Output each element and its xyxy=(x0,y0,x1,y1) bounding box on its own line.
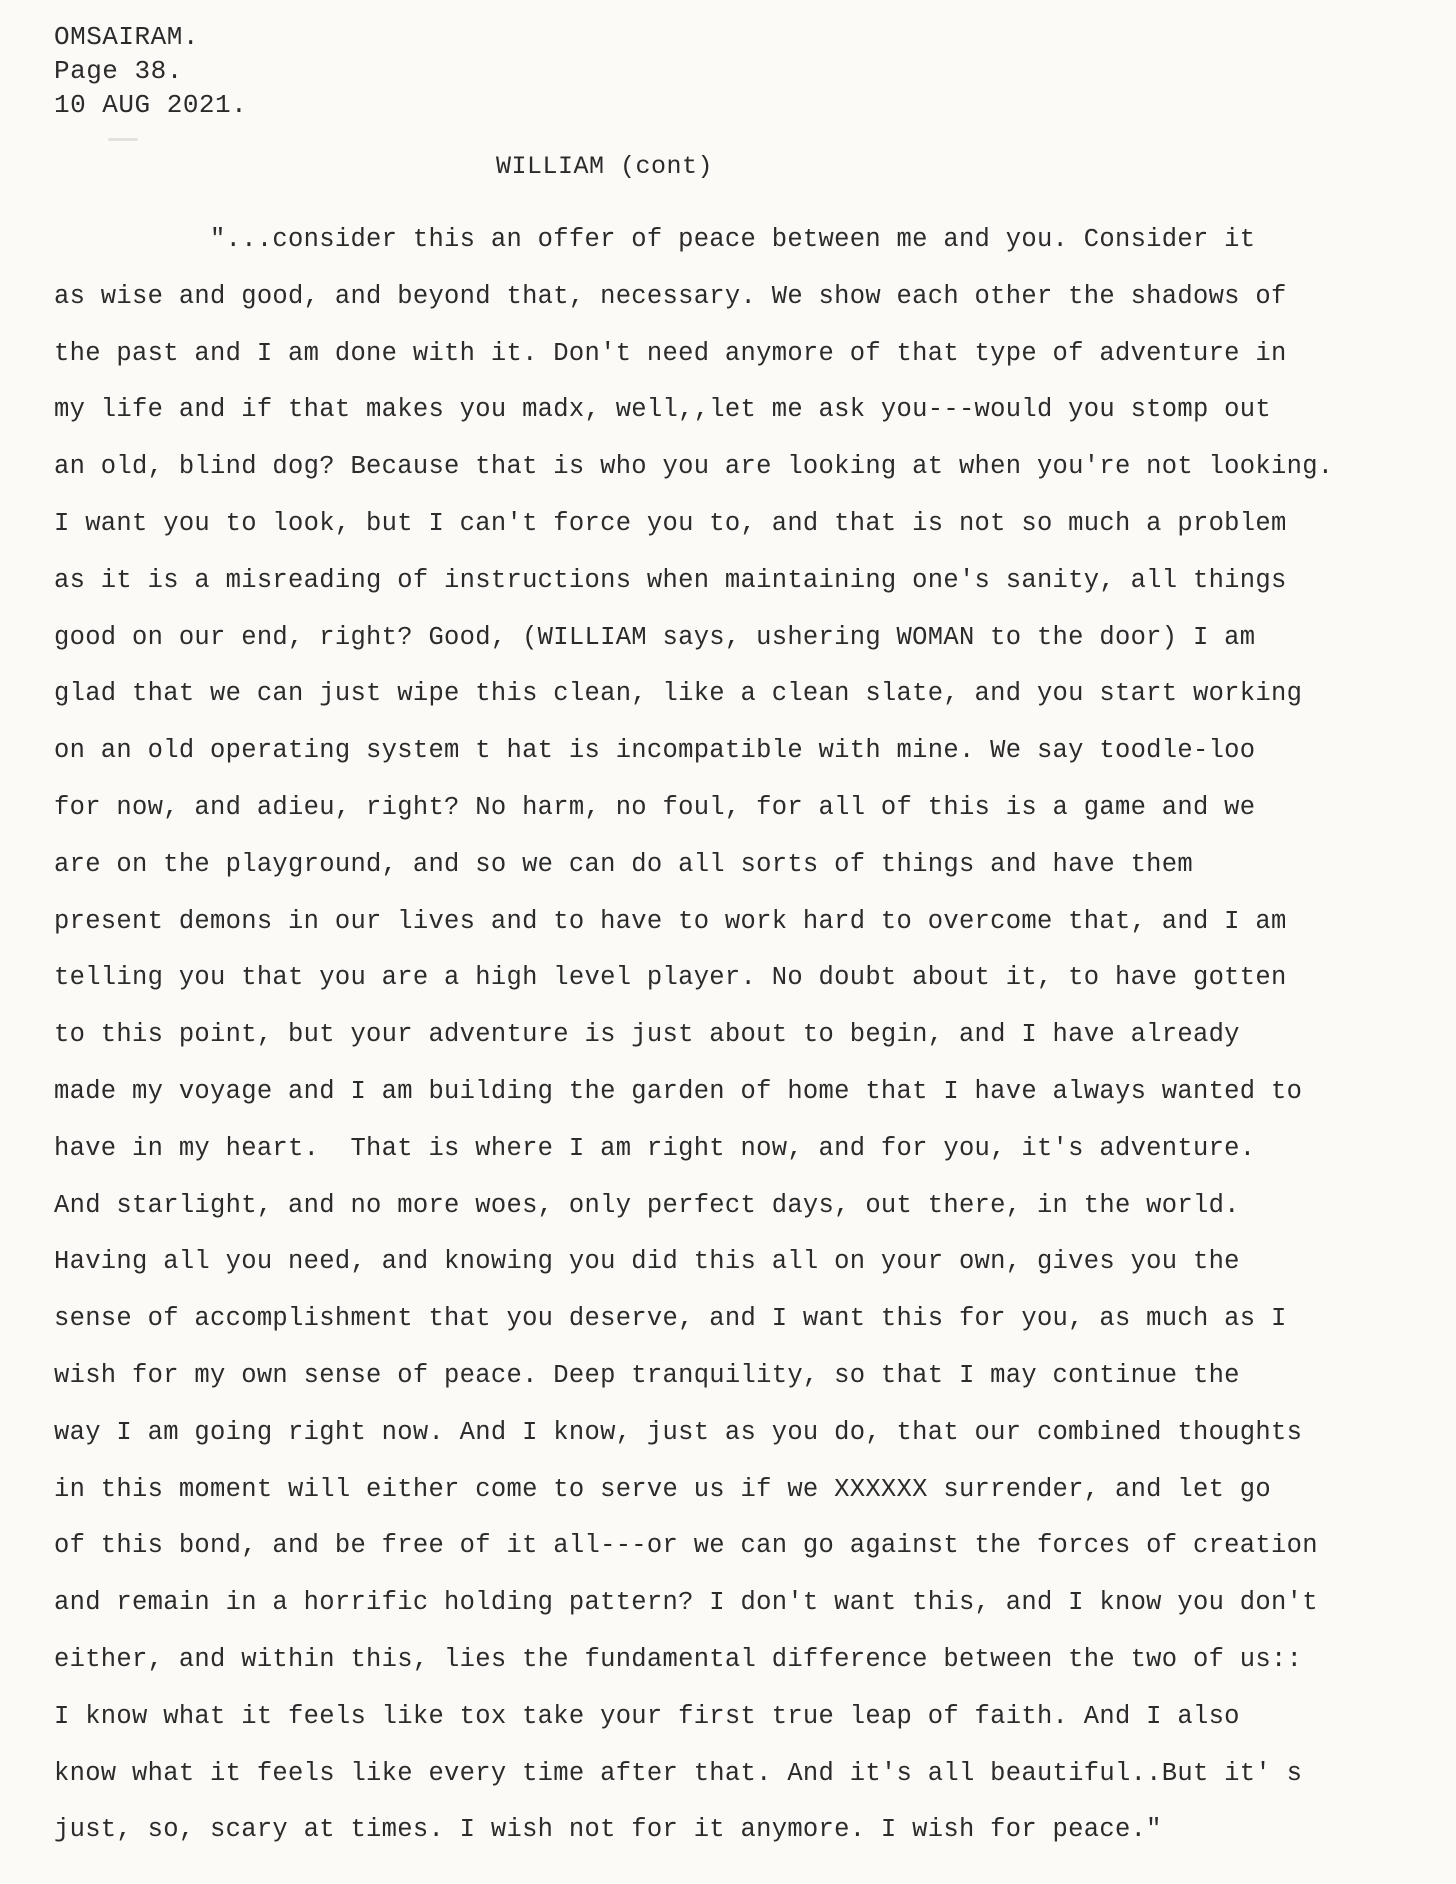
section-heading: WILLIAM (cont) xyxy=(496,152,714,181)
body-line: I know what it feels like tox take your first true leap of faith. And I also xyxy=(54,1701,1240,1731)
body-text xyxy=(54,212,1434,1859)
body-line: made my voyage and I am building the garden of home that I have always wanted to xyxy=(54,1076,1303,1106)
page-header xyxy=(54,20,247,122)
body-line: and remain in a horrific holding pattern? I don't want this, and I know you don't xyxy=(54,1588,1318,1618)
ink-smudge xyxy=(108,138,138,141)
body-line: of this bond, and be free of it all---or we can go against the forces of creation xyxy=(54,1531,1318,1561)
body-line: an old, blind dog? Because that is who you are looking at when you're not looking. xyxy=(54,452,1334,482)
body-line: as it is a misreading of instructions when maintaining one's sanity, all things xyxy=(54,565,1287,595)
body-line: in this moment will either come to serve us if we XXXXXX surrender, and let go xyxy=(54,1474,1271,1504)
body-line: for now, and adieu, right? No harm, no foul, for all of this is a game and we xyxy=(54,792,1256,822)
body-line: present demons in our lives and to have to work hard to overcome that, and I am xyxy=(54,906,1287,936)
header-date: 10 AUG 2021. xyxy=(54,90,248,120)
body-line: have in my heart. That is where I am right now, and for you, it's adventure. xyxy=(54,1133,1256,1163)
body-line: And starlight, and no more woes, only perfect days, out there, in the world. xyxy=(54,1190,1240,1220)
body-line: Having all you need, and knowing you did this all on your own, gives you the xyxy=(54,1247,1240,1277)
body-line: just, so, scary at times. I wish not for it anymore. I wish for peace." xyxy=(54,1815,1162,1845)
body-line: telling you that you are a high level player. No doubt about it, to have gotten xyxy=(54,963,1287,993)
body-line: "...consider this an offer of peace between me and you. Consider it xyxy=(54,225,1256,254)
header-page-number: Page 38. xyxy=(54,56,183,86)
body-line: way I am going right now. And I know, just as you do, that our combined thoughts xyxy=(54,1417,1303,1447)
body-line: I want you to look, but I can't force you to, and that is not so much a problem xyxy=(54,508,1287,538)
body-line: the past and I am done with it. Don't need anymore of that type of adventure in xyxy=(54,338,1287,368)
body-line: wish for my own sense of peace. Deep tranquility, so that I may continue the xyxy=(54,1360,1240,1390)
body-line: sense of accomplishment that you deserve, and I want this for you, as much as I xyxy=(54,1304,1287,1334)
body-line: either, and within this, lies the fundamental difference between the two of us:: xyxy=(54,1644,1303,1674)
body-line: are on the playground, and so we can do all sorts of things and have them xyxy=(54,849,1193,879)
body-line: as wise and good, and beyond that, necessary. We show each other the shadows of xyxy=(54,281,1287,311)
body-line: to this point, but your adventure is just about to begin, and I have already xyxy=(54,1020,1240,1050)
header-line-1: OMSAIRAM. xyxy=(54,22,199,52)
body-line: glad that we can just wipe this clean, like a clean slate, and you start working xyxy=(54,679,1303,709)
body-line: know what it feels like every time after that. And it's all beautiful..But it' s xyxy=(54,1758,1303,1788)
body-line: on an old operating system t hat is incompatible with mine. We say toodle-loo xyxy=(54,736,1256,766)
body-line: good on our end, right? Good, (WILLIAM says, ushering WOMAN to the door) I am xyxy=(54,622,1256,652)
body-line: my life and if that makes you madx, well,,let me ask you---would you stomp out xyxy=(54,395,1271,425)
